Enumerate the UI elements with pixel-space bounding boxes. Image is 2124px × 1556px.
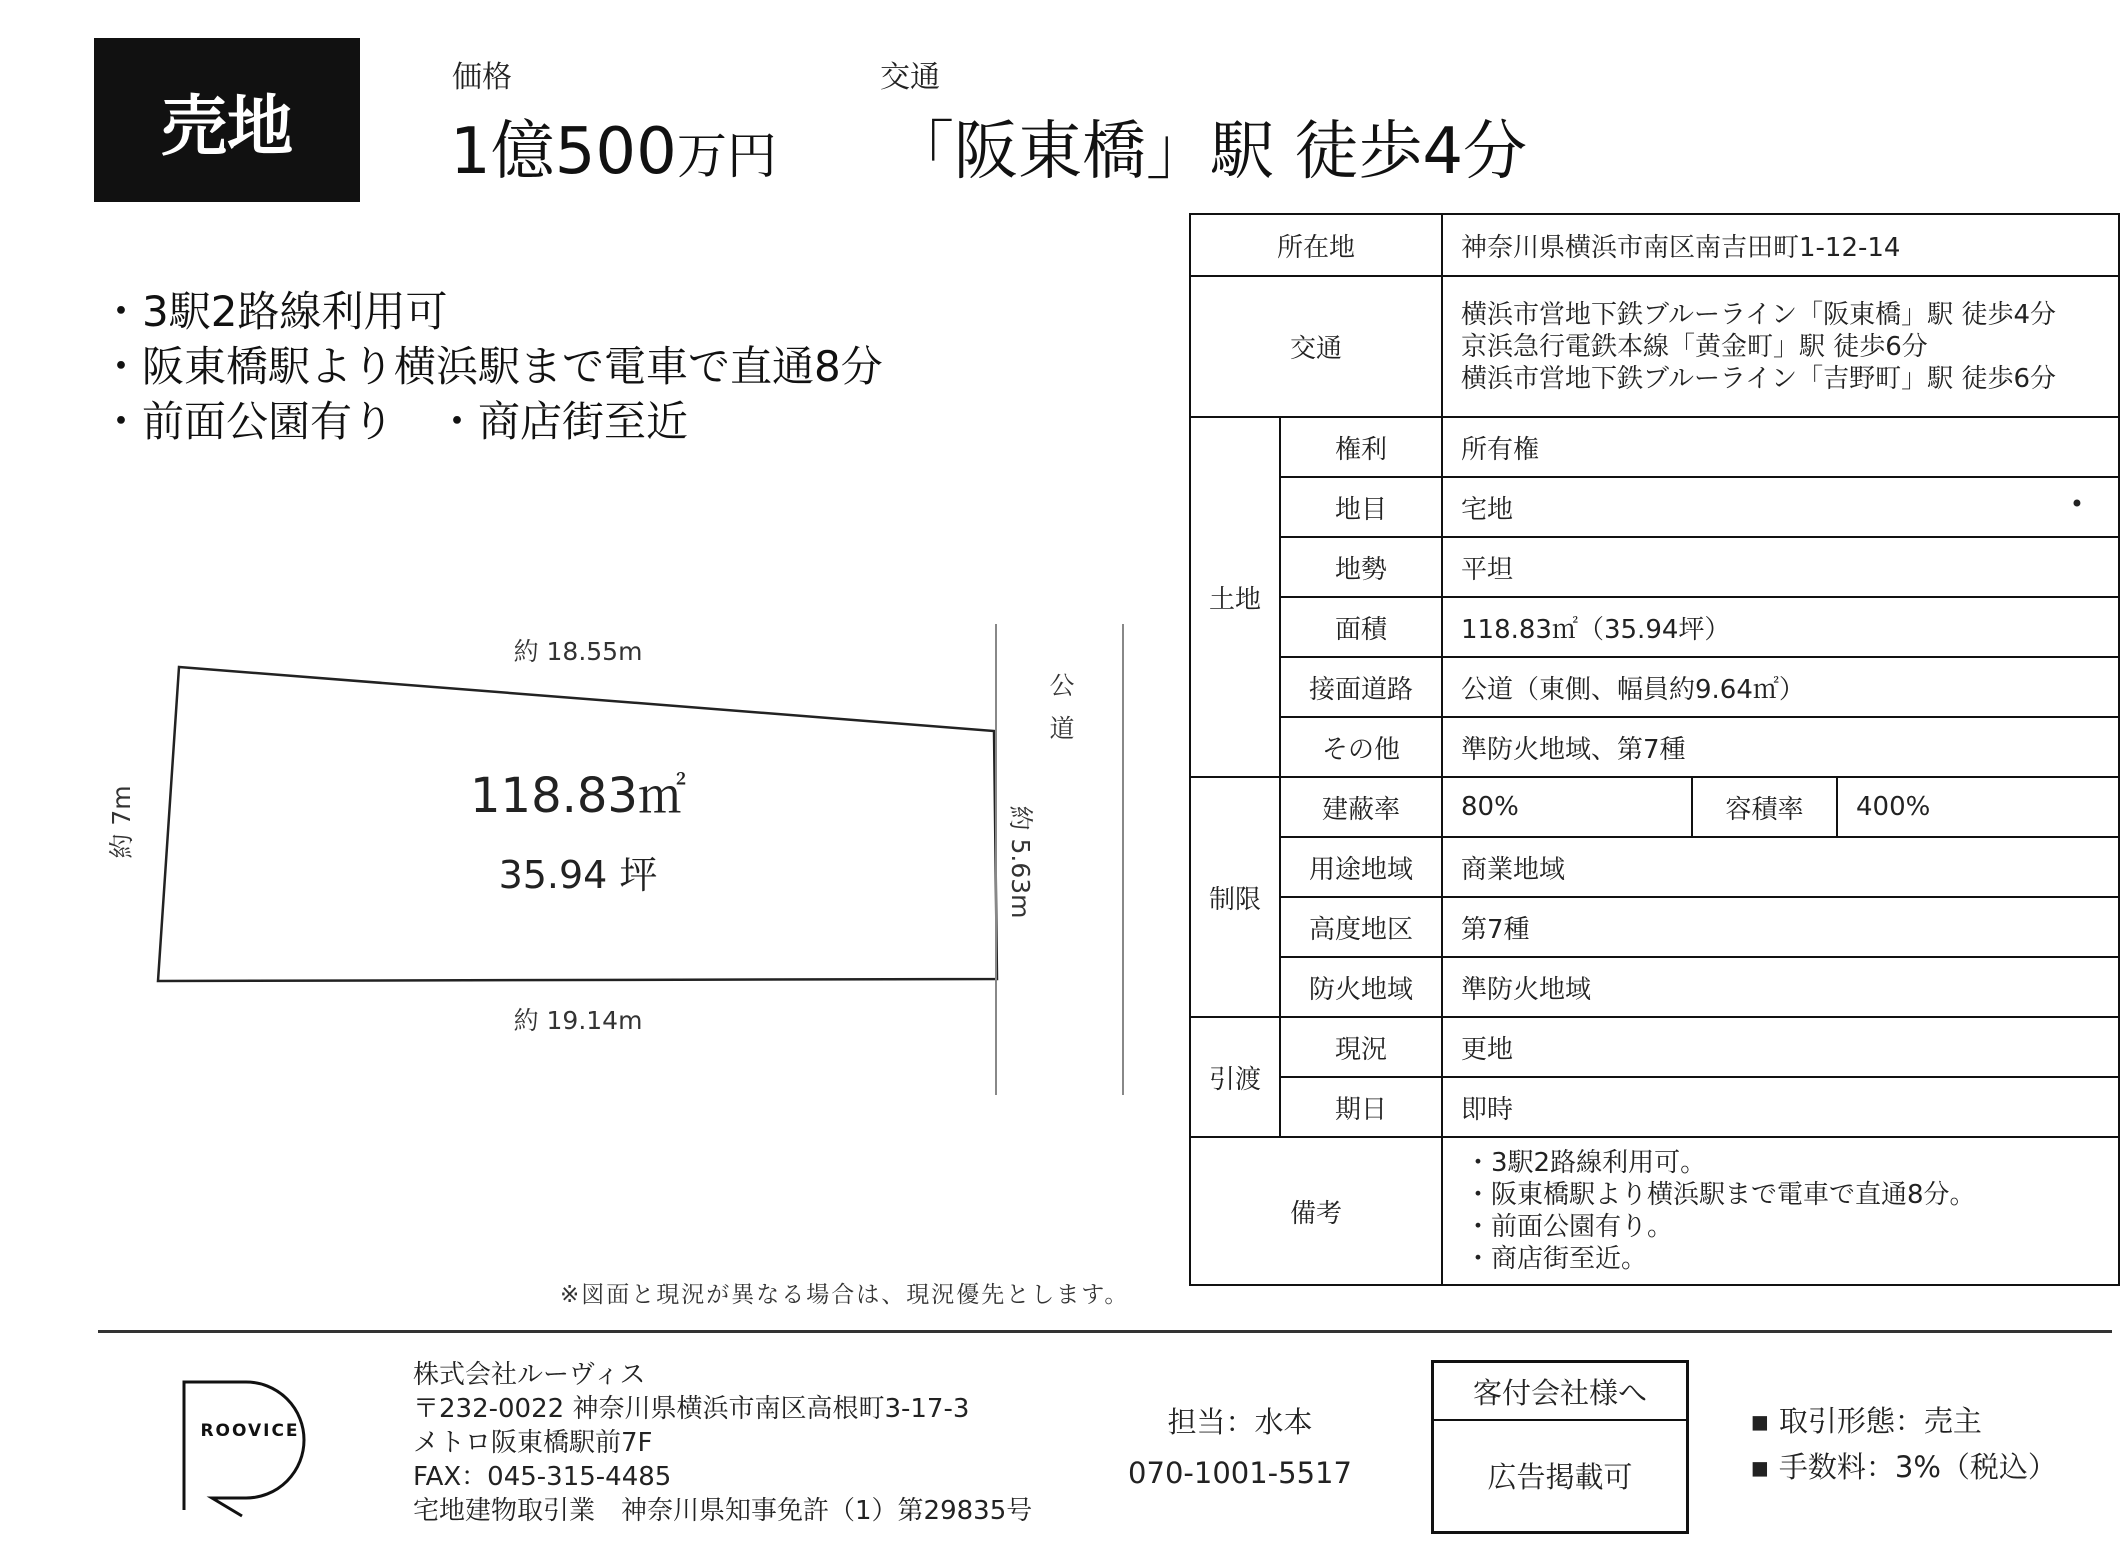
top-dimension: 約 18.55m (513, 637, 643, 666)
spec-header-coverage: 建蔽率 (1280, 777, 1442, 837)
contact-phone: 070-1001-5517 (1128, 1456, 1352, 1490)
transaction-terms (1750, 1398, 2057, 1490)
spec-value-coverage: 80% (1442, 777, 1692, 837)
spec-header-fire: 防火地域 (1280, 957, 1442, 1017)
price-main: 1億500 (450, 115, 677, 189)
spec-header-location: 所在地 (1190, 214, 1442, 276)
company-fax: FAX：045-315-4485 (413, 1462, 672, 1492)
transit-line: 横浜市営地下鉄ブルーライン「吉野町」駅 徒歩6分 (1461, 363, 2056, 394)
spec-value-fire: 準防火地域 (1442, 957, 2119, 1017)
spec-header-road: 接面道路 (1280, 657, 1442, 717)
spec-value-landtype (1442, 477, 2119, 537)
right-dimension: 約 5.63m (1006, 805, 1035, 919)
spec-header-terrain: 地勢 (1280, 537, 1442, 597)
transit-line: 京浜急行電鉄本線「黄金町」駅 徒歩6分 (1461, 331, 1928, 362)
highlight-item: ・3駅2路線利用可 (100, 287, 448, 336)
table-row (1190, 537, 2119, 597)
highlight-item: ・阪東橋駅より横浜駅まで電車で直通8分 (100, 342, 883, 391)
spec-value-area: 118.83㎡（35.94坪） (1442, 597, 2119, 657)
company-license: 宅地建物取引業 神奈川県知事免許（1）第29835号 (413, 1496, 1033, 1526)
spec-header-far: 容積率 (1692, 777, 1837, 837)
access-label: 交通 (880, 60, 940, 95)
spec-value-far: 400% (1837, 777, 2119, 837)
road-label-2: 道 (1049, 714, 1075, 743)
spec-header-status: 現況 (1280, 1017, 1442, 1077)
ad-permission-box (1431, 1360, 1689, 1534)
remark-line: ・3駅2路線利用可。 (1465, 1148, 1707, 1178)
spec-header-date: 期日 (1280, 1077, 1442, 1137)
table-row (1190, 214, 2119, 276)
spec-table (1189, 213, 2120, 1286)
access-main: 「阪東橋」駅 徒歩4分 (890, 115, 1528, 189)
spec-value-remarks (1442, 1137, 2119, 1285)
table-row (1190, 1137, 2119, 1285)
listing-type-badge: 売地 (94, 38, 360, 202)
spec-header-area: 面積 (1280, 597, 1442, 657)
table-row (1190, 417, 2119, 477)
transit-line: 横浜市営地下鉄ブルーライン「阪東橋」駅 徒歩4分 (1461, 299, 2056, 330)
landtype-text: 宅地 (1461, 494, 1514, 525)
spec-header-rights: 権利 (1280, 417, 1442, 477)
table-row (1190, 657, 2119, 717)
remark-line: ・商店街至近。 (1465, 1244, 1648, 1274)
spec-category-land: 土地 (1190, 417, 1280, 777)
table-row (1190, 276, 2119, 417)
spec-value-use: 商業地域 (1442, 837, 2119, 897)
spec-value-location: 神奈川県横浜市南区南吉田町1-12-14 (1442, 214, 2119, 276)
spec-value-other: 準防火地域、第7種 (1442, 717, 2119, 777)
spec-header-transit: 交通 (1190, 276, 1442, 417)
logo-mark-icon (184, 1382, 304, 1516)
plot-area-sqm: 118.83㎡ (470, 768, 686, 824)
table-row (1190, 477, 2119, 537)
table-row (1190, 897, 2119, 957)
highlights (100, 284, 883, 449)
company-name: 株式会社ルーヴィス (413, 1360, 646, 1390)
landtype-dot: • (2069, 490, 2084, 518)
spec-header-use: 用途地域 (1280, 837, 1442, 897)
ad-box-status: 広告掲載可 (1487, 1459, 1633, 1494)
plot-diagram (0, 600, 1160, 1120)
spec-value-rights: 所有権 (1442, 417, 2119, 477)
table-row (1190, 777, 2119, 837)
table-row (1190, 717, 2119, 777)
table-row (1190, 957, 2119, 1017)
spec-header-other: その他 (1280, 717, 1442, 777)
spec-header-height: 高度地区 (1280, 897, 1442, 957)
price (450, 100, 777, 192)
road-label-1: 公 (1049, 671, 1075, 700)
table-row (1190, 1017, 2119, 1077)
spec-header-remarks: 備考 (1190, 1137, 1442, 1285)
spec-header-landtype: 地目 (1280, 477, 1442, 537)
company-building: メトロ阪東橋駅前7F (413, 1428, 653, 1458)
table-row (1190, 597, 2119, 657)
footer-divider (98, 1330, 2112, 1333)
highlight-item: ・前面公園有り ・商店街至近 (100, 397, 689, 446)
roovice-logo (170, 1370, 340, 1520)
company-address: 〒232-0022 神奈川県横浜市南区高根町3-17-3 (413, 1394, 970, 1424)
spec-category-limits: 制限 (1190, 777, 1280, 1017)
term-item: ▪ 取引形態：売主 (1750, 1404, 1982, 1438)
table-row (1190, 1077, 2119, 1137)
spec-value-transit (1442, 276, 2119, 417)
spec-category-delivery: 引渡 (1190, 1017, 1280, 1137)
logo-text: ROOVICE (200, 1421, 300, 1441)
plot-area-tsubo: 35.94 坪 (498, 853, 658, 897)
term-item: ▪ 手数料：3%（税込） (1750, 1450, 2057, 1484)
price-unit: 万円 (676, 127, 777, 185)
remark-line: ・前面公園有り。 (1465, 1212, 1674, 1242)
spec-value-road: 公道（東側、幅員約9.64㎡） (1442, 657, 2119, 717)
spec-value-date: 即時 (1442, 1077, 2119, 1137)
price-label: 価格 (452, 60, 512, 95)
spec-value-status: 更地 (1442, 1017, 2119, 1077)
ad-box-title: 客付会社様へ (1434, 1363, 1686, 1421)
spec-value-height: 第7種 (1442, 897, 2119, 957)
contact-person: 担当：水本 (1167, 1405, 1313, 1439)
left-dimension: 約 7m (107, 785, 136, 859)
table-row (1190, 837, 2119, 897)
remark-line: ・阪東橋駅より横浜駅まで電車で直通8分。 (1465, 1180, 1976, 1210)
disclaimer-note: ※図面と現況が異なる場合は、現況優先とします。 (560, 1282, 1130, 1308)
company-info (413, 1358, 1032, 1528)
plot-outline (158, 667, 997, 981)
bottom-dimension: 約 19.14m (513, 1006, 643, 1035)
spec-value-terrain: 平坦 (1442, 537, 2119, 597)
